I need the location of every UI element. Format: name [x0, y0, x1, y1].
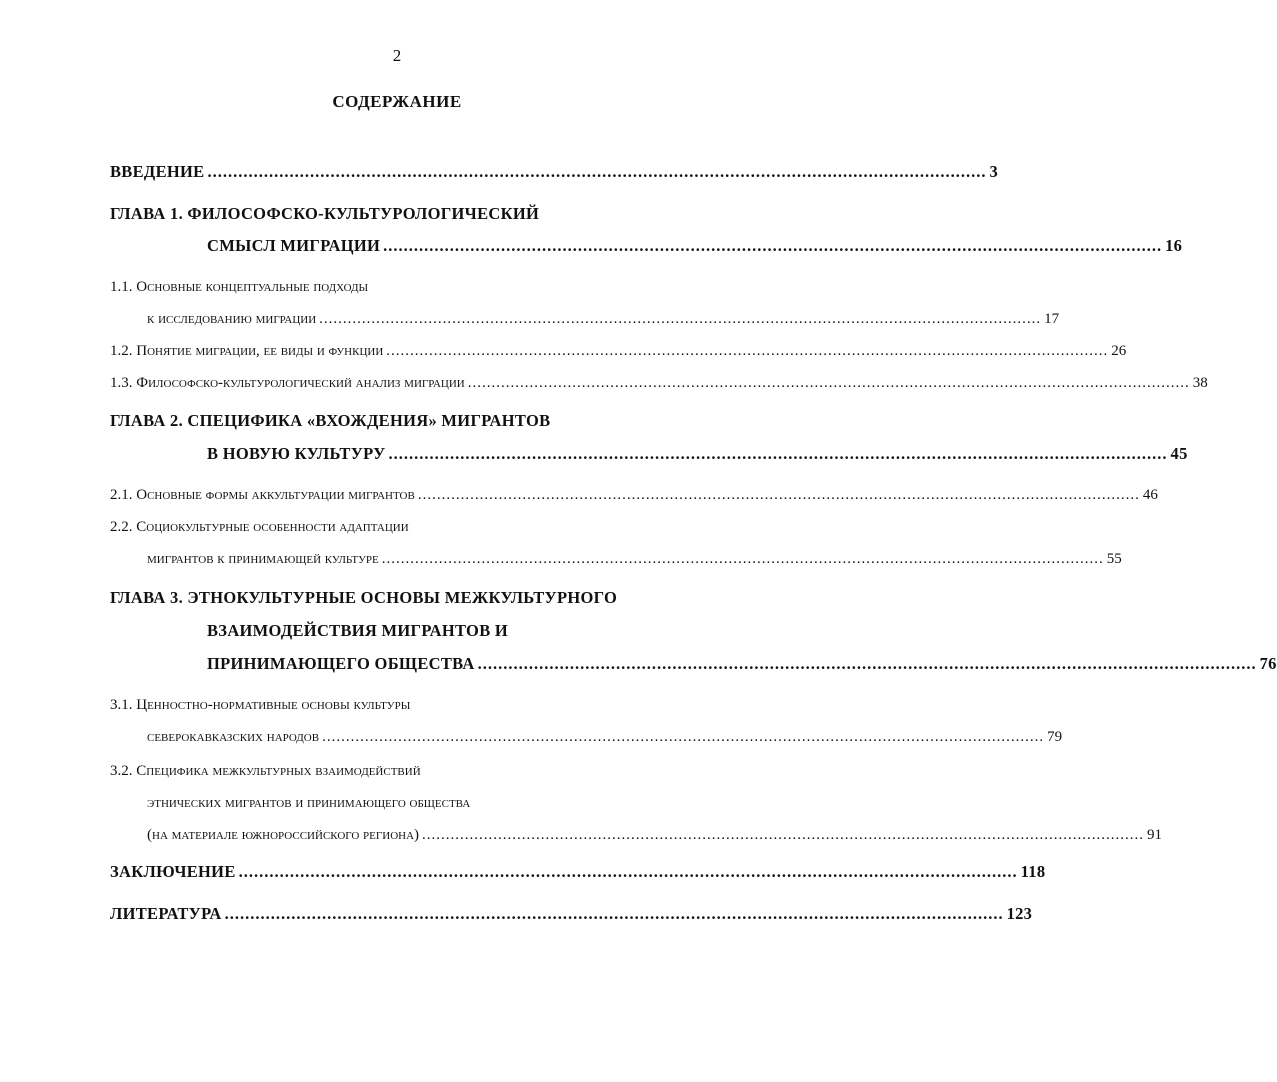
toc-entry-page: 16	[1165, 236, 1183, 255]
toc-entry-label: к исследованию миграции	[147, 311, 317, 327]
toc-chapter-2-title[interactable]: ГЛАВА 2. СПЕЦИФИКА «ВХОЖДЕНИЯ» МИГРАНТОВ	[110, 411, 551, 430]
toc-entry-page: 118	[1020, 862, 1046, 881]
toc-section-1-1-title[interactable]: 1.1. Основные концептуальные подходы	[110, 279, 369, 295]
toc-entry-page: 55	[1106, 551, 1122, 567]
leader-dots: ........................................................................................................................................................	[417, 487, 1140, 503]
leader-dots: ........................................................................................................................................................	[381, 551, 1104, 567]
toc-entry-page: 38	[1192, 375, 1208, 391]
toc-entry-page: 123	[1006, 904, 1033, 923]
toc-entry-label: ЗАКЛЮЧЕНИЕ	[110, 862, 236, 881]
toc-entry-label: мигрантов к принимающей культуре	[147, 551, 379, 567]
toc-chapter-1[interactable]	[207, 232, 1183, 256]
toc-section-2-2-title[interactable]: 2.2. Социокультурные особенности адаптации	[110, 519, 409, 535]
toc-entry-label: (на материале южнороссийского региона)	[147, 827, 420, 843]
leader-dots: ........................................................................................................................................................	[477, 654, 1257, 673]
toc-entry-literature[interactable]	[110, 900, 1033, 924]
toc-chapter-3-title-cont[interactable]: ВЗАИМОДЕЙСТВИЯ МИГРАНТОВ И	[207, 621, 509, 640]
toc-section-3-2-title[interactable]: 3.2. Специфика межкультурных взаимодействий	[110, 763, 421, 779]
toc-entry-conclusion[interactable]	[110, 858, 1046, 882]
toc-section-1-1[interactable]	[147, 304, 1060, 328]
toc-entry-page: 76	[1259, 654, 1277, 673]
toc-entry-label: ВВЕДЕНИЕ	[110, 162, 205, 181]
page-number: 2	[392, 46, 402, 65]
leader-dots: ........................................................................................................................................................	[319, 311, 1042, 327]
leader-dots: ........................................................................................................................................................	[224, 904, 1004, 923]
toc-entry-page: 26	[1111, 343, 1127, 359]
toc-entry-intro[interactable]	[110, 158, 999, 182]
leader-dots: ........................................................................................................................................................	[207, 162, 987, 181]
toc-entry-label: 1.3. Философско-культурологический анализ миграции	[110, 375, 465, 391]
toc-section-3-1-title[interactable]: 3.1. Ценностно-нормативные основы культуры	[110, 697, 411, 713]
toc-section-3-2-title-cont[interactable]: этнических мигрантов и принимающего общества	[147, 795, 471, 811]
leader-dots: ........................................................................................................................................................	[386, 343, 1109, 359]
toc-entry-label: северокавказских народов	[147, 729, 320, 745]
toc-entry-page: 79	[1047, 729, 1063, 745]
leader-dots: ........................................................................................................................................................	[322, 729, 1045, 745]
toc-entry-label: 1.2. Понятие миграции, ее виды и функции	[110, 343, 384, 359]
toc-section-3-2[interactable]	[147, 820, 1163, 844]
toc-entry-label: 2.1. Основные формы аккультурации мигрантов	[110, 487, 415, 503]
leader-dots: ........................................................................................................................................................	[467, 375, 1190, 391]
toc-title: СОДЕРЖАНИЕ	[332, 92, 462, 111]
toc-section-1-2[interactable]	[110, 336, 1127, 360]
toc-entry-page: 91	[1147, 827, 1163, 843]
toc-section-3-1[interactable]	[147, 722, 1063, 746]
toc-entry-page: 17	[1044, 311, 1060, 327]
toc-entry-page: 3	[989, 162, 999, 181]
toc-chapter-1-title[interactable]: ГЛАВА 1. ФИЛОСОФСКО-КУЛЬТУРОЛОГИЧЕСКИЙ	[110, 204, 540, 223]
toc-section-2-2[interactable]	[147, 544, 1122, 568]
toc-chapter-2[interactable]	[207, 440, 1188, 464]
toc-entry-page: 46	[1142, 487, 1158, 503]
toc-chapter-3-title[interactable]: ГЛАВА 3. ЭТНОКУЛЬТУРНЫЕ ОСНОВЫ МЕЖКУЛЬТУРНОГО	[110, 588, 618, 607]
toc-chapter-3[interactable]	[207, 650, 1277, 674]
toc-entry-page: 45	[1170, 444, 1188, 463]
leader-dots: ........................................................................................................................................................	[238, 862, 1018, 881]
toc-entry-label: СМЫСЛ МИГРАЦИИ	[207, 236, 381, 255]
toc-section-2-1[interactable]	[110, 480, 1158, 504]
toc-entry-label: ПРИНИМАЮЩЕГО ОБЩЕСТВА	[207, 654, 475, 673]
toc-entry-label: В НОВУЮ КУЛЬТУРУ	[207, 444, 386, 463]
leader-dots: ........................................................................................................................................................	[422, 827, 1145, 843]
leader-dots: ........................................................................................................................................................	[388, 444, 1168, 463]
leader-dots: ........................................................................................................................................................	[383, 236, 1163, 255]
toc-entry-label: ЛИТЕРАТУРА	[110, 904, 222, 923]
toc-section-1-3[interactable]	[110, 368, 1208, 392]
